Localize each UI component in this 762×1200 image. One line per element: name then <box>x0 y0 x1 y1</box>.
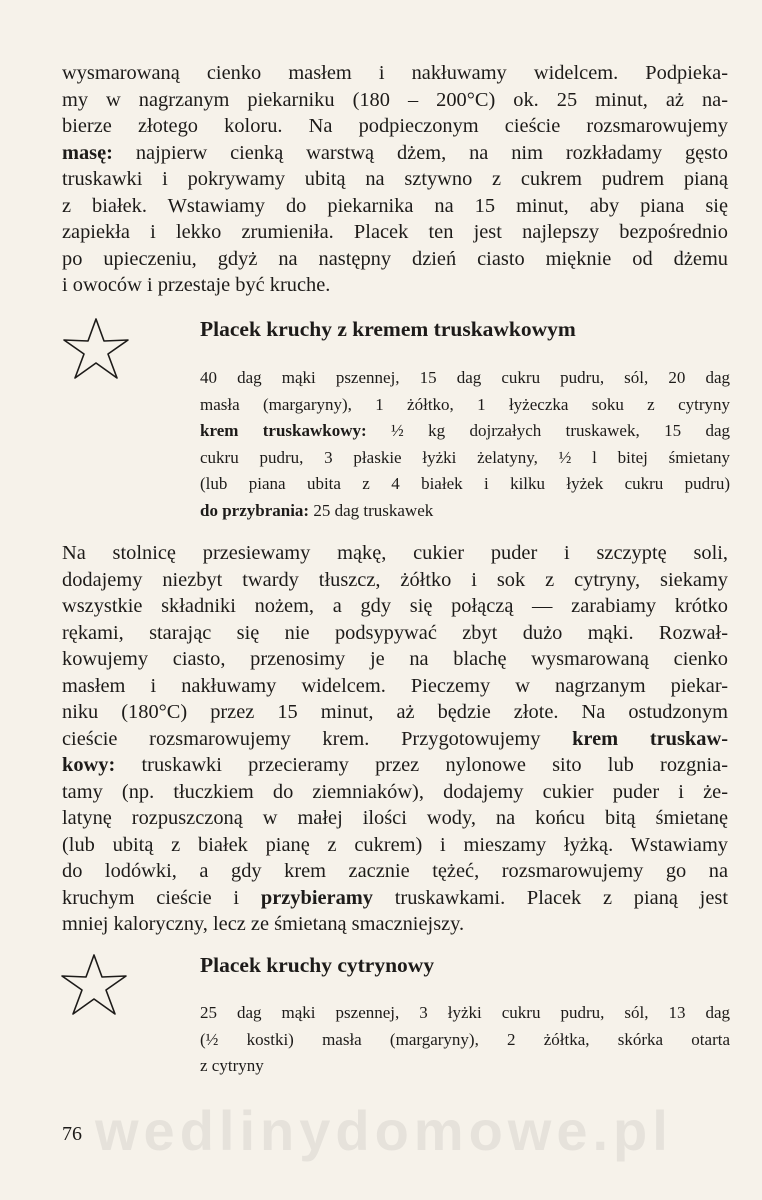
text-line: i owoców i przestaje być kruche. <box>62 274 331 296</box>
text-line: do lodówki, a gdy krem zacznie tężeć, rozsmarowujemy go na <box>62 860 728 882</box>
text-line: niku (180°C) przez 15 minut, aż będzie złote. Na ostudzonym <box>62 701 728 723</box>
text-line: po upieczeniu, gdyż na następny dzień ciasto mięknie od dżemu <box>62 247 728 270</box>
text-span: truskawki przecieramy przez nylonowe sito lub rozgnia- <box>141 754 728 776</box>
recipe-title: Placek kruchy cytrynowy <box>200 953 435 977</box>
text-line: my w nagrzanym piekarniku (180 – 200°C) ok. 25 minut, aż na- <box>62 88 728 111</box>
text-line: z białek. Wstawiamy do piekarnika na 15 minut, aby piana się <box>62 194 728 217</box>
cream-label: krem truskawkowy: <box>200 421 367 440</box>
text-line: mniej kaloryczny, lecz ze śmietaną smaczniejszy. <box>62 913 465 935</box>
method-paragraph <box>62 540 728 938</box>
ingredients-list <box>200 365 730 524</box>
text-line: wysmarowaną cienko masłem i nakłuwamy widelcem. Podpieka- <box>62 62 728 84</box>
ingredient-line: masła (margaryny), 1 żółtko, 1 łyżeczka soku z cytryny <box>200 394 730 414</box>
text-line: truskawki i pokrywamy ubitą na sztywno z cukrem pudrem pianą <box>62 168 728 190</box>
text-line: masłem i nakłuwamy widelcem. Pieczemy w nagrzanym piekar- <box>62 674 728 697</box>
text-line: zapiekła i lekko zrumieniła. Placek ten jest najlepszy bezpośrednio <box>62 221 728 243</box>
text-line: latynę rozpuszczoną w małej ilości wody, na końcu bitą śmietanę <box>62 807 728 829</box>
ingredient-line <box>200 498 730 525</box>
text-line <box>62 726 728 753</box>
text-line: Na stolnicę przesiewamy mąkę, cukier puder i szczyptę soli, <box>62 542 728 564</box>
recipe-title: Placek kruchy z kremem truskawkowym <box>200 317 576 341</box>
watermark: wedlinydomowe.pl <box>95 1099 673 1162</box>
ingredient-line: z cytryny <box>200 1056 264 1075</box>
text-line <box>62 885 728 912</box>
bold-term: przybieramy <box>260 886 373 909</box>
ingredient-line: (½ kostki) masła (margaryny), 2 żółtka, skórka otarta <box>200 1029 730 1049</box>
text-span: cieście rozsmarowujemy krem. Przygotowujemy <box>62 727 541 750</box>
text-line: wszystkie składniki nożem, a gdy się połączą — zarabiamy krótko <box>62 595 728 617</box>
cream-text: ½ kg dojrzałych truskawek, 15 dag <box>391 421 730 440</box>
ingredients-list <box>200 1000 730 1080</box>
text-line: rękami, starając się nie podsypywać zbyt dużo mąki. Rozwał- <box>62 621 728 644</box>
text-line: kowujemy ciasto, przenosimy je na blachę wysmarowaną cienko <box>62 648 728 670</box>
bold-term: krem truskaw- <box>572 727 728 750</box>
ingredient-line: 40 dag mąki pszennej, 15 dag cukru pudru, sól, 20 dag <box>200 368 730 387</box>
page-number: 76 <box>62 1123 82 1145</box>
bold-term: kowy: <box>62 754 116 776</box>
text-span: truskawkami. Placek z pianą jest <box>394 886 728 909</box>
text-span: kruchym cieście i <box>62 886 240 909</box>
ingredient-line: 25 dag mąki pszennej, 3 łyżki cukru pudru, sól, 13 dag <box>200 1003 730 1022</box>
garnish-text: 25 dag truskawek <box>313 500 434 520</box>
text-line: bierze złotego koloru. Na podpieczonym cieście rozsmarowujemy <box>62 115 728 137</box>
ingredient-line: (lub piana ubita z 4 białek i kilku łyżek cukru pudru) <box>200 474 730 493</box>
text-line: masę: najpierw cienką warstwą dżem, na nim rozkładamy gęsto <box>62 141 728 164</box>
star-icon <box>60 316 132 382</box>
ingredient-line <box>200 418 730 445</box>
intro-paragraph <box>62 60 728 299</box>
text-line: (lub ubitą z białek pianę z cukrem) i mieszamy łyżką. Wstawiamy <box>62 833 728 856</box>
text-line <box>62 752 728 779</box>
bold-term: masę: <box>62 141 113 164</box>
star-icon <box>58 952 130 1018</box>
text-line: dodajemy niezbyt twardy tłuszcz, żółtko i sok z cytryny, siekamy <box>62 568 728 591</box>
text-line: tamy (np. tłuczkiem do ziemniaków), dodajemy cukier puder i że- <box>62 780 728 803</box>
ingredient-line: cukru pudru, 3 płaskie łyżki żelatyny, ½ l bitej śmietany <box>200 447 730 467</box>
garnish-label: do przybrania: <box>200 500 310 520</box>
